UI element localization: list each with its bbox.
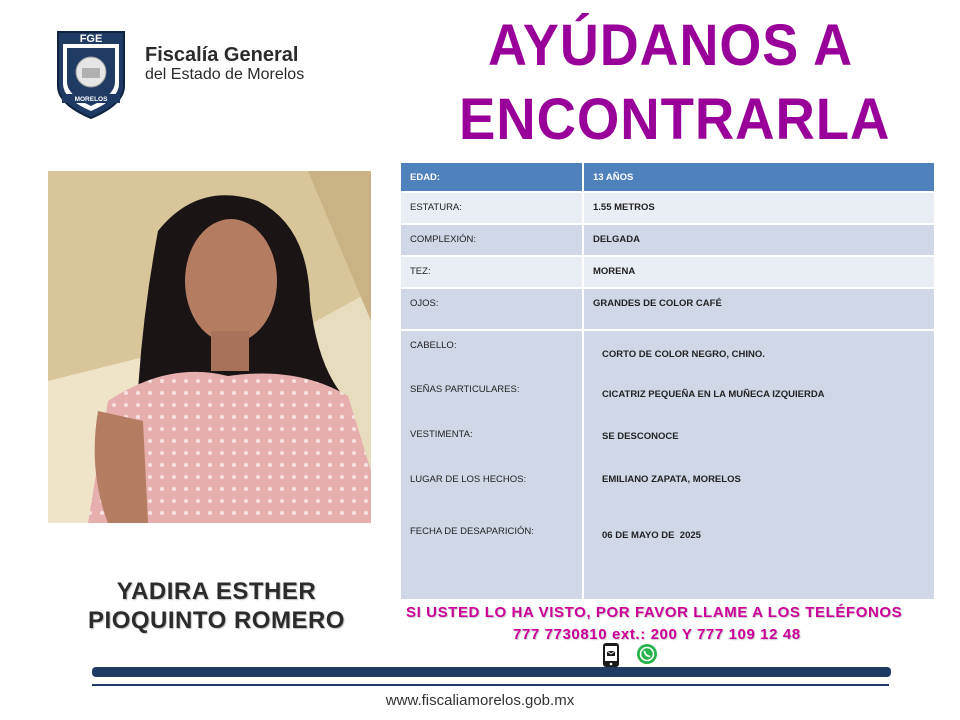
details-value: CORTO DE COLOR NEGRO, CHINO. xyxy=(602,349,765,360)
cta-phone-numbers: 777 7730810 ext.: 200 Y 777 109 12 48 xyxy=(513,626,801,643)
row-value: 1.55 METROS xyxy=(584,193,934,223)
person-photo xyxy=(48,171,371,523)
info-table xyxy=(401,163,934,599)
website-link[interactable]: www.fiscaliamorelos.gob.mx xyxy=(385,692,575,709)
headline-line-2: ENCONTRARLA xyxy=(459,87,891,152)
person-name-line-1: YADIRA ESTHER xyxy=(116,578,317,605)
cta-line-1: SI USTED LO HA VISTO, POR FAVOR LLAME A LOS TELÉFONOS xyxy=(406,604,903,621)
row-label: OJOS: xyxy=(401,289,582,329)
svg-text:FGE: FGE xyxy=(79,33,103,45)
svg-text:MORELOS: MORELOS xyxy=(74,96,108,103)
details-value-cell xyxy=(584,331,934,599)
details-label: CABELLO: xyxy=(410,340,457,351)
details-label: FECHA DE DESAPARICIÓN: xyxy=(410,526,534,537)
table-header-row xyxy=(401,163,934,191)
table-row xyxy=(401,225,934,255)
details-value: SE DESCONOCE xyxy=(602,431,679,442)
details-value: 06 DE MAYO DE 2025 xyxy=(602,530,701,541)
person-name-line-2: PIOQUINTO ROMERO xyxy=(88,607,345,634)
details-value: EMILIANO ZAPATA, MORELOS xyxy=(602,474,741,485)
details-value: CICATRIZ PEQUEÑA EN LA MUÑECA IZQUIERDA xyxy=(602,389,825,400)
org-subtitle: del Estado de Morelos xyxy=(145,66,305,83)
headline-line-1: AYÚDANOS A xyxy=(488,13,853,78)
row-label: ESTATURA: xyxy=(401,193,582,223)
row-label: COMPLEXIÓN: xyxy=(401,225,582,255)
fge-logo xyxy=(52,24,130,120)
whatsapp-icon xyxy=(636,643,658,665)
table-row xyxy=(401,193,934,223)
details-label-cell xyxy=(401,331,582,599)
table-row xyxy=(401,289,934,329)
table-row xyxy=(401,257,934,287)
footer-divider xyxy=(92,684,889,686)
row-label: TEZ: xyxy=(401,257,582,287)
footer-bar xyxy=(92,667,891,677)
row-value: DELGADA xyxy=(584,225,934,255)
row-value: MORENA xyxy=(584,257,934,287)
table-header-value: 13 AÑOS xyxy=(584,163,934,191)
org-name: Fiscalía General xyxy=(145,44,299,66)
details-label: LUGAR DE LOS HECHOS: xyxy=(410,474,527,485)
mobile-phone-icon xyxy=(602,642,620,668)
row-value: GRANDES DE COLOR CAFÉ xyxy=(584,289,934,329)
details-label: VESTIMENTA: xyxy=(410,429,473,440)
details-label: SEÑAS PARTICULARES: xyxy=(410,384,520,395)
table-details-row xyxy=(401,331,934,599)
table-header-label: EDAD: xyxy=(401,163,582,191)
